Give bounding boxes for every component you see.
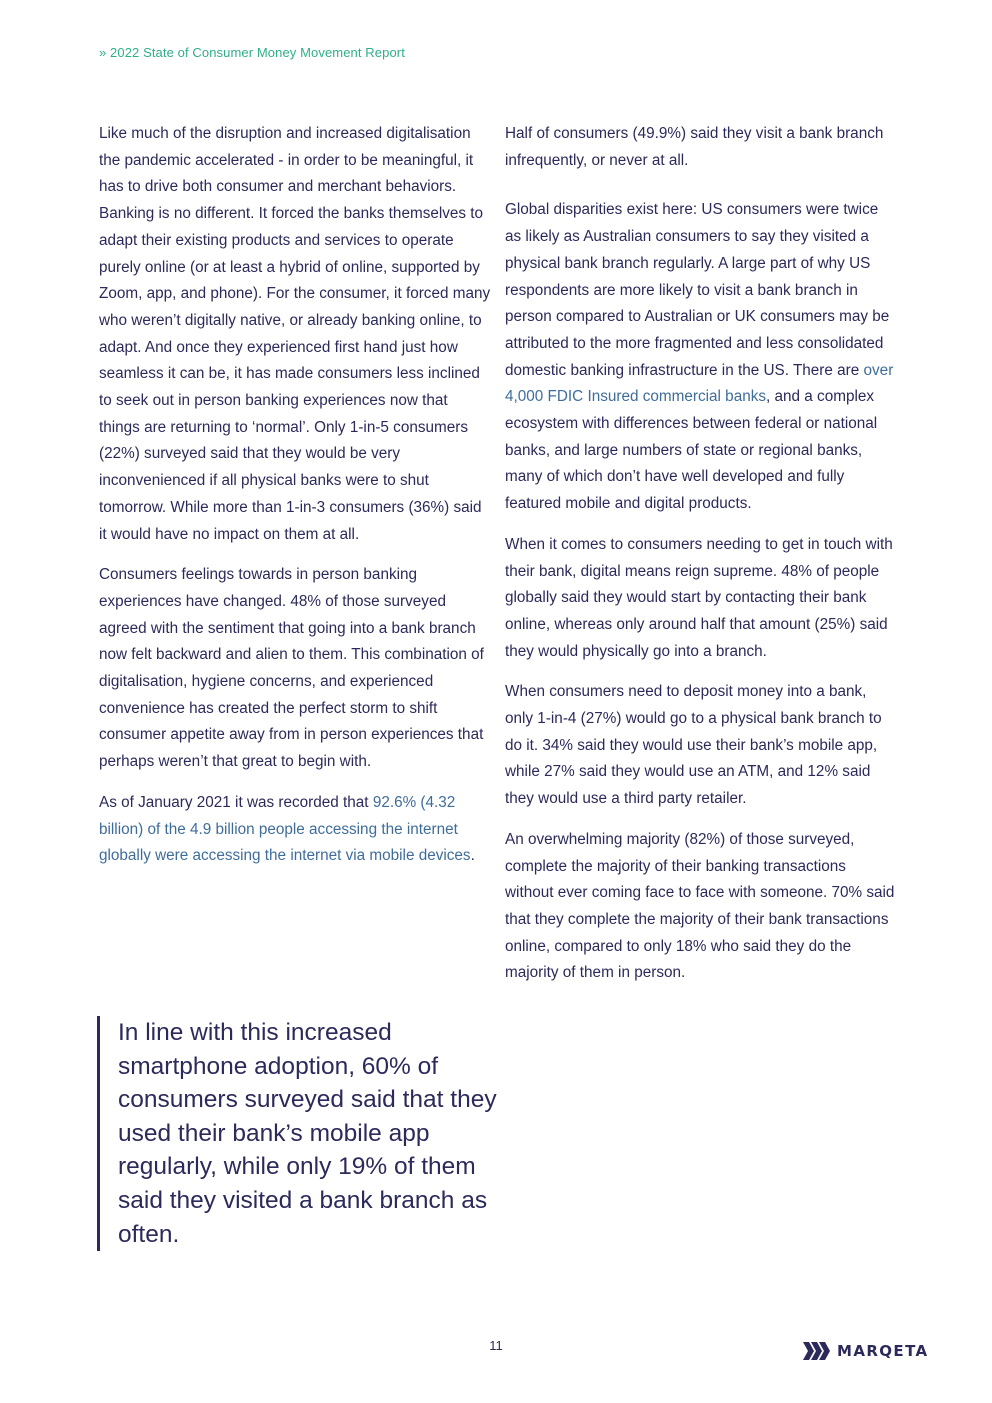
fdic-banks-link[interactable]: over 4,000 FDIC Insured commercial banks [505, 361, 894, 406]
right-paragraph-2 [505, 197, 897, 517]
right-paragraph-3: When it comes to consumers needing to get in touch with their bank, digital means reign supreme. 48% of people globally said they would start by contacting their bank online, whereas only around half that amount (25%) said they would physically go into a branch. [505, 535, 893, 660]
page-number: 11 [489, 1338, 503, 1353]
right-paragraph-2-prefix: Global disparities exist here: US consumers were twice as likely as Australian consumers to say they visited a physical bank branch regularly. A large part of why US respondents are more likely to visit a bank branch in person compared to Australian or UK consumers may be attributed to the more fragmented and less consolidated domestic banking infrastructure in the US. There are [505, 201, 890, 379]
right-paragraph-4: When consumers need to deposit money into a bank, only 1-in-4 (27%) would go to a physical bank branch to do it. 34% said they would use their bank’s mobile app, while 27% said they would use an ATM, and 12% said they would use a third party retailer. [505, 683, 882, 808]
left-paragraph-2: Consumers feelings towards in person banking experiences have changed. 48% of those surveyed agreed with the sentiment that going into a bank branch now felt backward and alien to them. This combination of digitalisation, hygiene concerns, and experienced convenience has created the perfect storm to shift consumer appetite away from in person experiences that perhaps weren’t that great to begin with. [99, 566, 484, 771]
left-paragraph-3-prefix: As of January 2021 it was recorded that [99, 793, 373, 811]
right-column [505, 121, 897, 1001]
left-paragraph-1: Like much of the disruption and increased digitalisation the pandemic accelerated - in order to be meaningful, it has to drive both consumer and merchant behaviors. Banking is no different. It forced the banks themselves to adapt their existing products and services to operate purely online (or at least a hybrid of online, supported by Zoom, app, and phone). For the consumer, it forced many who weren’t digitally native, or already banking online, to adapt. And once they experienced first hand just how seamless it can be, it has made consumers less inclined to seek out in person banking experiences now that things are returning to ‘normal’. Only 1-in-5 consumers (22%) surveyed said that they would be very inconvenienced if all physical banks were to shut tomorrow. While more than 1-in-3 consumers (36%) said it would have no impact on them at all. [99, 125, 491, 543]
right-paragraph-1: Half of consumers (49.9%) said they visit a bank branch infrequently, or never at all. [505, 125, 884, 169]
report-header: » 2022 State of Consumer Money Movement Report [99, 45, 405, 60]
marqeta-chevrons-icon [803, 1342, 831, 1360]
left-paragraph-3 [99, 790, 491, 870]
right-paragraph-2-suffix: , and a complex ecosystem with differences between federal or national banks, and large numbers of state or regional banks, many of which don’t have well developed and fully featured mobile and digital products. [505, 388, 878, 513]
left-column [99, 121, 491, 884]
mobile-internet-stats-link[interactable]: 92.6% (4.32 billion) of the 4.9 billion people accessing the internet globally were accessing the internet via mobile devices [99, 793, 471, 865]
pull-quote: In line with this increased smartphone adoption, 60% of consumers surveyed said that they used their bank’s mobile app regularly, while only 19% of them said they visited a bank branch as often. [97, 1016, 510, 1251]
right-paragraph-5: An overwhelming majority (82%) of those surveyed, complete the majority of their banking transactions without ever coming face to face with someone. 70% said that they complete the majority of their bank transactions online, compared to only 18% who said they do the majority of them in person. [505, 830, 895, 982]
logo-wordmark: MARQETA [837, 1342, 929, 1360]
marqeta-logo [803, 1340, 929, 1362]
left-paragraph-3-suffix: . [470, 847, 475, 865]
